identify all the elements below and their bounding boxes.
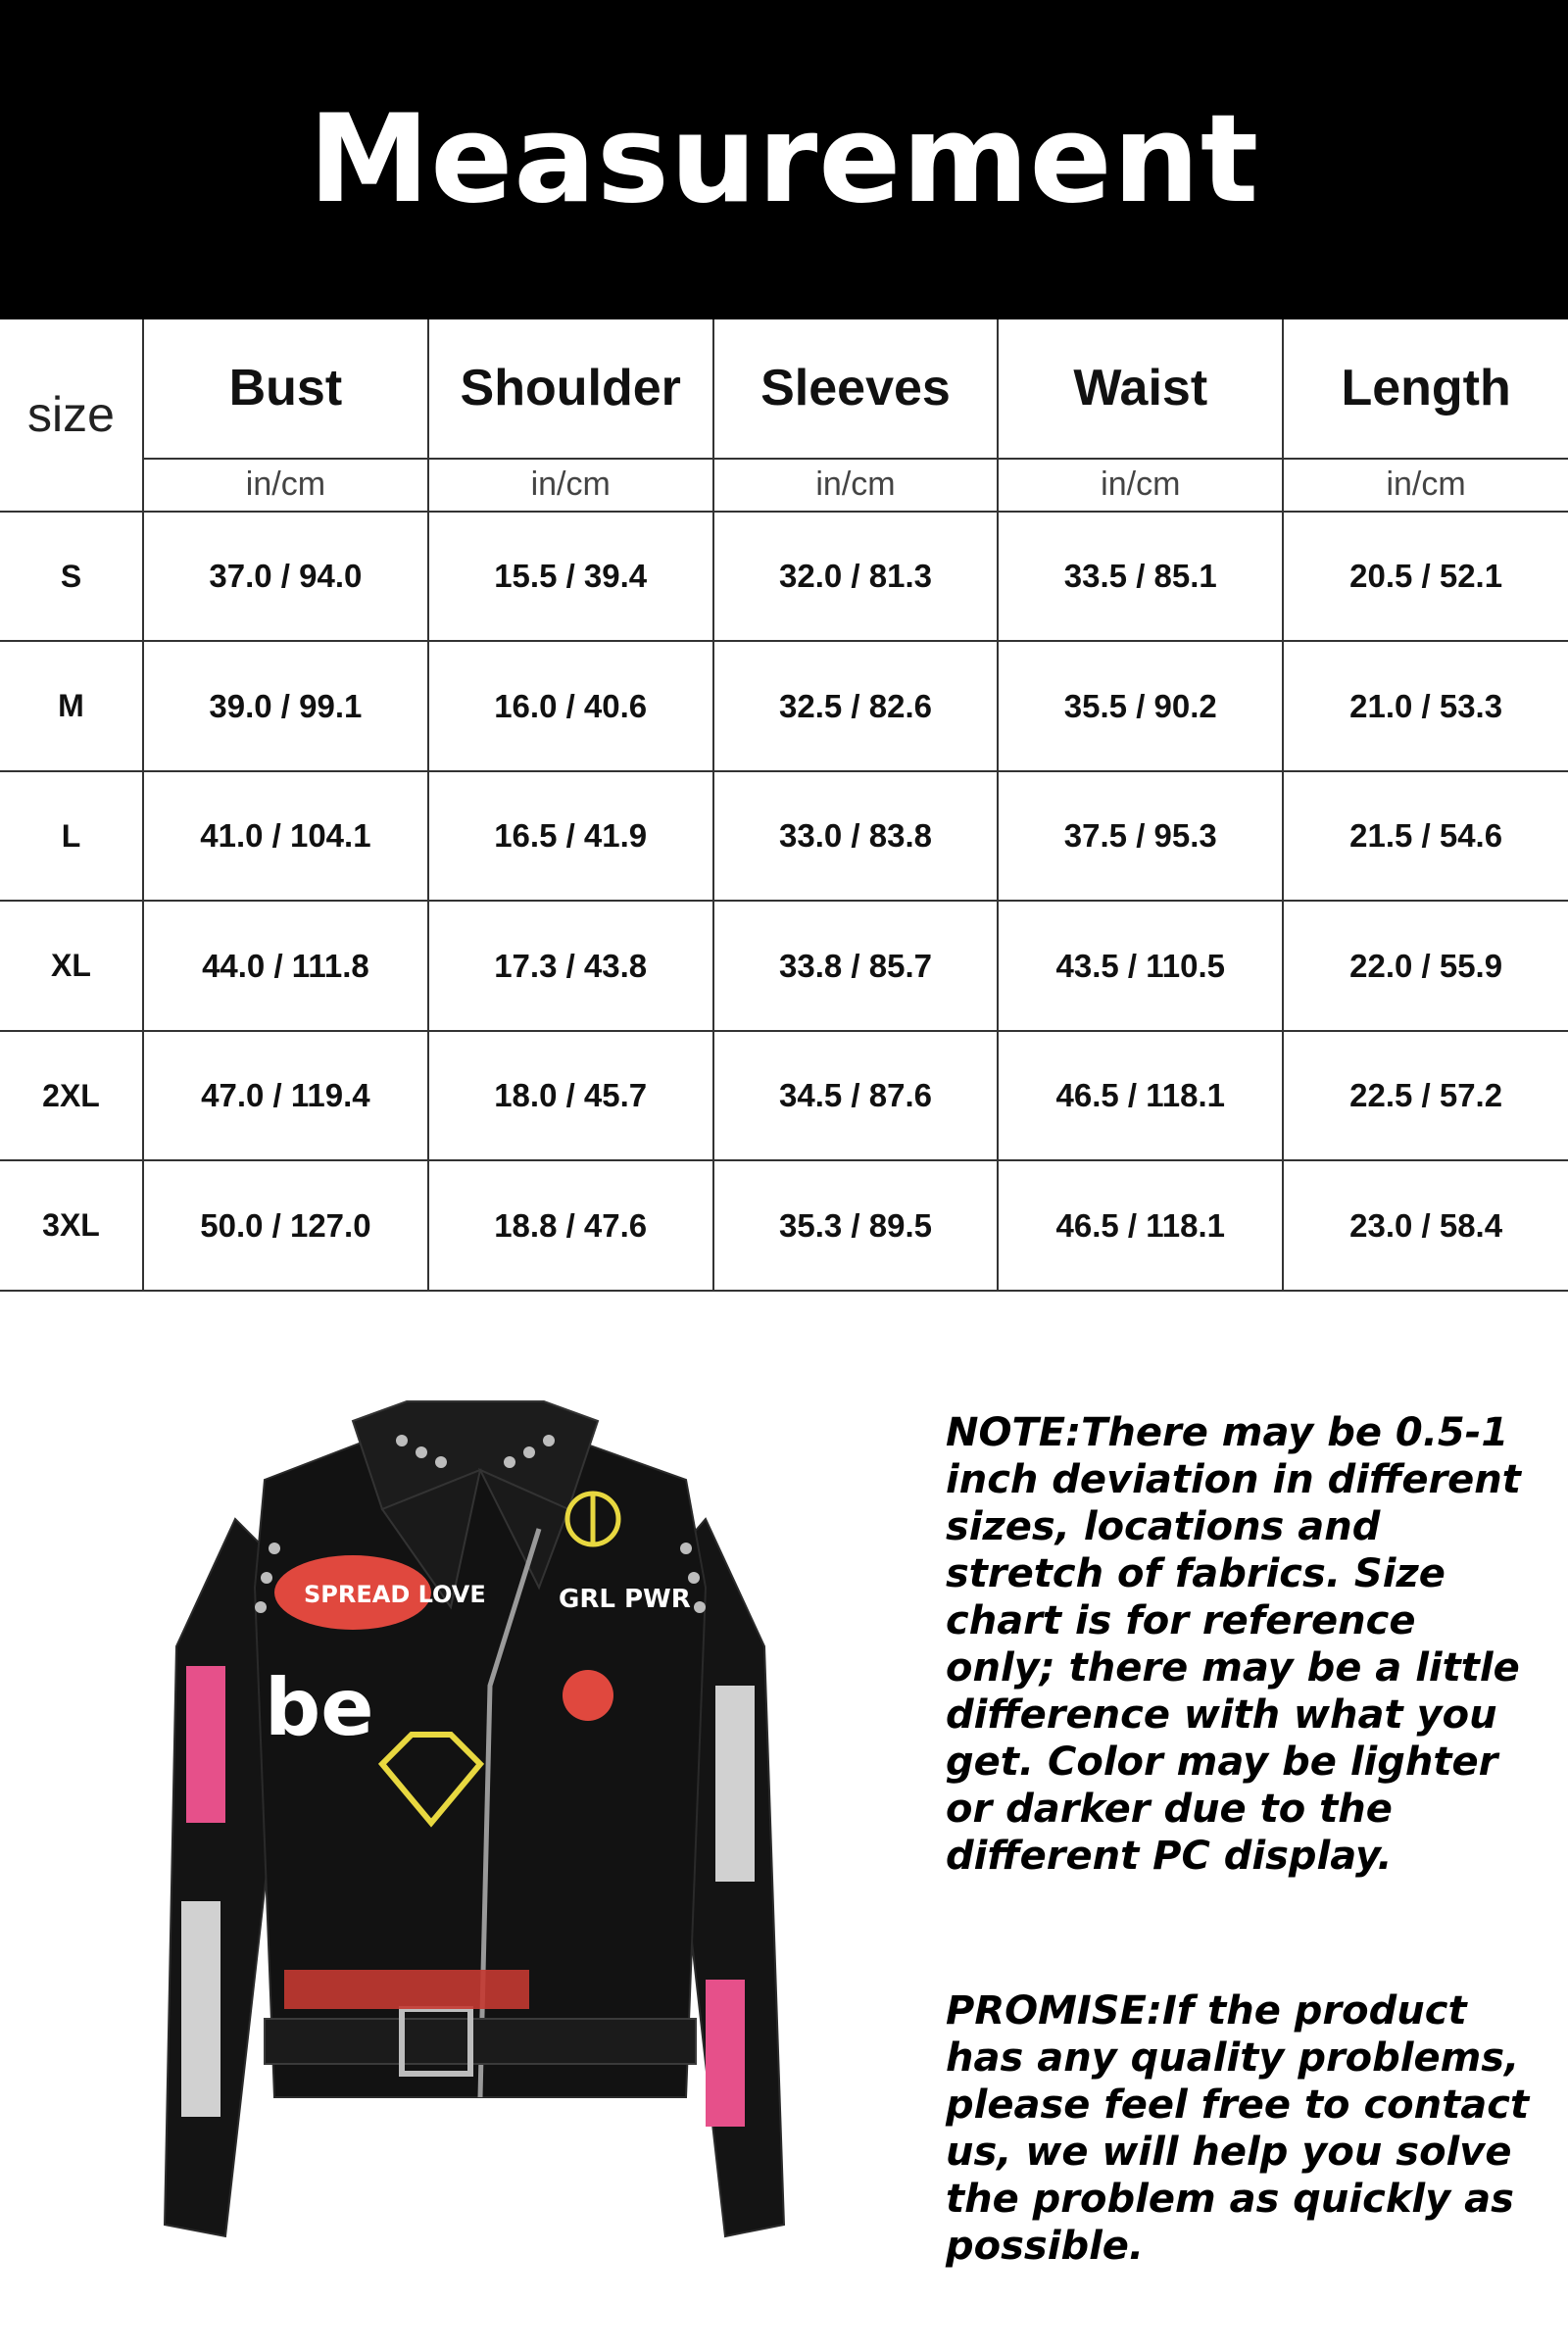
promise-note: PROMISE:If the product has any quality problems, please feel free to contact us, we will help you solve the problem as quickly as possible. [946,1988,1530,2269]
table-cell: 33.5 / 85.1 [998,512,1283,642]
size-name: L [0,771,143,902]
table-cell: 33.8 / 85.7 [713,901,999,1031]
size-name: 3XL [0,1160,143,1291]
table-cell: 22.5 / 57.2 [1283,1031,1568,1161]
graffiti-be: be [265,1662,374,1753]
table-cell: 15.5 / 39.4 [428,512,713,642]
graffiti-spread-love: SPREAD LOVE [304,1581,486,1608]
column-header-length: Length [1283,319,1568,459]
table-cell: 18.0 / 45.7 [428,1031,713,1161]
column-header-shoulder: Shoulder [428,319,713,459]
size-name: M [0,641,143,771]
unit-label: in/cm [1283,459,1568,512]
column-header-waist: Waist [998,319,1283,459]
size-name: XL [0,901,143,1031]
unit-row [0,459,1568,512]
header-banner [0,0,1568,319]
jacket-illustration [157,1392,823,2254]
table-cell: 35.5 / 90.2 [998,641,1283,771]
notes-section [946,1409,1534,2270]
table-cell: 32.0 / 81.3 [713,512,999,642]
table-cell: 35.3 / 89.5 [713,1160,999,1291]
table-row [0,1160,1568,1291]
table-cell: 32.5 / 82.6 [713,641,999,771]
table-cell: 41.0 / 104.1 [143,771,428,902]
column-header-sleeves: Sleeves [713,319,999,459]
table-cell: 16.0 / 40.6 [428,641,713,771]
table-cell: 33.0 / 83.8 [713,771,999,902]
table-cell: 50.0 / 127.0 [143,1160,428,1291]
table-cell: 37.0 / 94.0 [143,512,428,642]
table-cell: 23.0 / 58.4 [1283,1160,1568,1291]
unit-label: in/cm [998,459,1283,512]
table-row [0,641,1568,771]
table-row [0,1031,1568,1161]
table-row [0,901,1568,1031]
column-header-bust: Bust [143,319,428,459]
graffiti-grl-pwr: GRL PWR [559,1585,691,1614]
size-column-label: size [0,319,143,512]
table-cell: 21.5 / 54.6 [1283,771,1568,902]
page-title: Measurement [308,89,1260,230]
table-cell: 47.0 / 119.4 [143,1031,428,1161]
table-header-row [0,319,1568,459]
table-cell: 46.5 / 118.1 [998,1160,1283,1291]
deviation-note: NOTE:There may be 0.5-1 inch deviation in different sizes, locations and stretch of fabrics. Size chart is for reference only; there may be a little difference with what you get. Color may be lighter or darker due to the different PC display. [946,1410,1521,1879]
table-cell: 16.5 / 41.9 [428,771,713,902]
unit-label: in/cm [713,459,999,512]
table-cell: 20.5 / 52.1 [1283,512,1568,642]
table-cell: 44.0 / 111.8 [143,901,428,1031]
unit-label: in/cm [428,459,713,512]
table-cell: 18.8 / 47.6 [428,1160,713,1291]
size-chart-table [0,319,1568,1292]
table-cell: 21.0 / 53.3 [1283,641,1568,771]
jacket-product-image [157,1392,823,2254]
table-cell: 37.5 / 95.3 [998,771,1283,902]
size-name: 2XL [0,1031,143,1161]
table-cell: 22.0 / 55.9 [1283,901,1568,1031]
table-cell: 39.0 / 99.1 [143,641,428,771]
table-row [0,771,1568,902]
table-cell: 43.5 / 110.5 [998,901,1283,1031]
table-cell: 46.5 / 118.1 [998,1031,1283,1161]
table-cell: 34.5 / 87.6 [713,1031,999,1161]
size-name: S [0,512,143,642]
table-cell: 17.3 / 43.8 [428,901,713,1031]
table-row [0,512,1568,642]
unit-label: in/cm [143,459,428,512]
